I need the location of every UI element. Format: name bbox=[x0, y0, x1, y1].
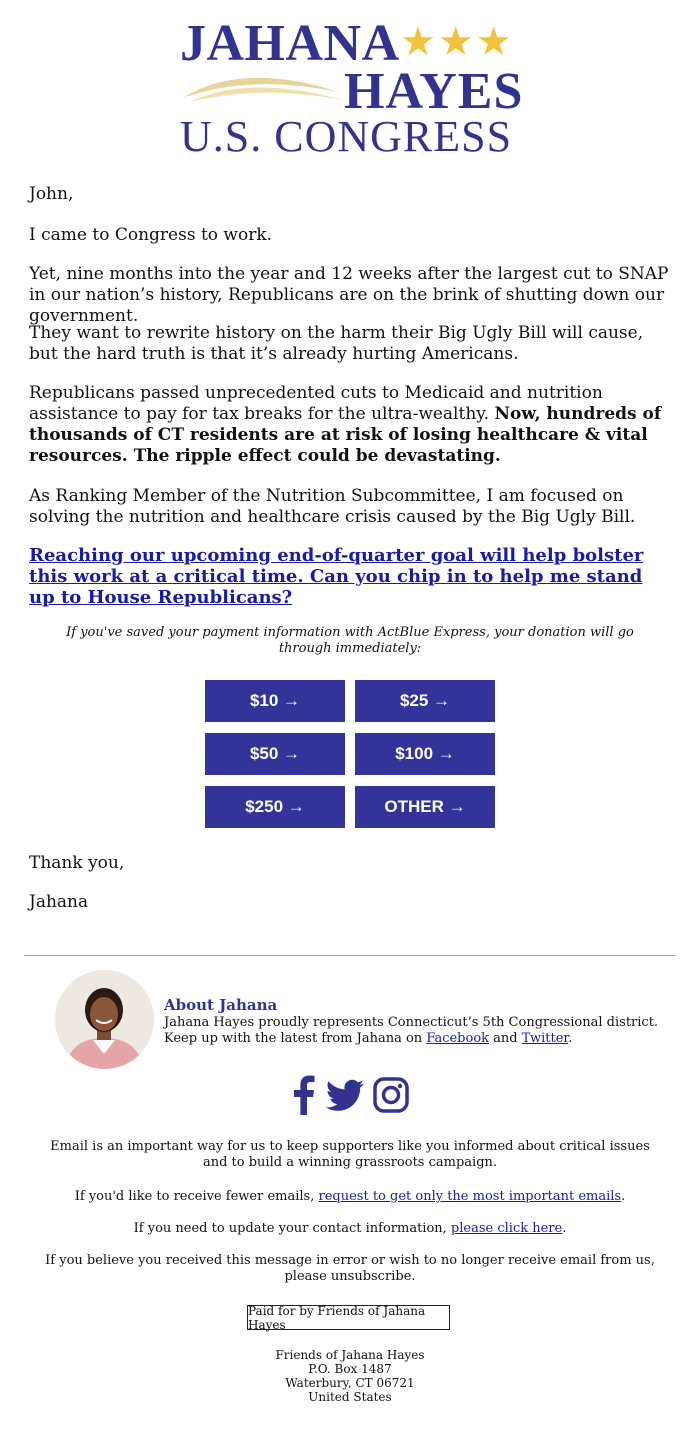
logo-first-name: JAHANA bbox=[180, 15, 400, 72]
address-line-2: P.O. Box 1487 bbox=[308, 1362, 392, 1376]
donate-50-button[interactable]: $50 → bbox=[205, 733, 345, 775]
donate-other-button[interactable]: OTHER → bbox=[355, 786, 495, 828]
update-contact-link[interactable]: please click here bbox=[450, 1221, 563, 1236]
about-line-1: Jahana Hayes proudly represents Connecticut’s 5th Congressional district. bbox=[164, 1015, 659, 1030]
about-text bbox=[164, 1015, 664, 1047]
fewer-emails-link[interactable]: request to get only the most important emails bbox=[318, 1189, 622, 1204]
avatar bbox=[55, 970, 154, 1069]
address-line-4: United States bbox=[308, 1390, 392, 1404]
paragraph-5: As Ranking Member of the Nutrition Subcommittee, I am focused on solving the nutrition and healthcare crisis caused by the Big Ugly Bill. bbox=[29, 486, 636, 527]
fewer-emails-text bbox=[40, 1189, 660, 1205]
paragraph-4-text: Republicans passed unprecedented cuts to Medicaid and nutrition assistance to pay for tax breaks for the ultra-wealthy. bbox=[29, 383, 603, 424]
about-period: . bbox=[568, 1031, 573, 1046]
paragraph-3: They want to rewrite history on the harm their Big Ugly Bill will cause, but the hard truth is that it’s already hurting Americans. bbox=[29, 323, 644, 364]
twitter-link[interactable]: Twitter bbox=[521, 1031, 569, 1046]
paragraph-2: Yet, nine months into the year and 12 weeks after the largest cut to SNAP in our nation’s history, Republicans are on the brink of shutting down our government. bbox=[29, 264, 669, 326]
paragraph-4 bbox=[29, 383, 674, 467]
donate-100-button[interactable]: $100 → bbox=[355, 733, 495, 775]
facebook-icon[interactable] bbox=[293, 1075, 315, 1115]
twitter-icon[interactable] bbox=[325, 1075, 365, 1115]
facebook-link[interactable]: Facebook bbox=[426, 1031, 490, 1046]
paragraph-4-bold: Now, hundreds of thousands of CT residents are at risk of losing healthcare & vital resources. The ripple effect could be devastating. bbox=[29, 404, 662, 466]
address-line-1: Friends of Jahana Hayes bbox=[275, 1348, 425, 1362]
logo-stars: ★★★ bbox=[400, 19, 514, 65]
update-contact-text bbox=[40, 1221, 660, 1237]
donate-250-button[interactable]: $250 → bbox=[205, 786, 345, 828]
divider bbox=[24, 955, 676, 956]
address-line-3: Waterbury, CT 06721 bbox=[285, 1376, 415, 1390]
about-and: and bbox=[489, 1031, 522, 1046]
update-contact-pre: If you need to update your contact information, bbox=[133, 1221, 451, 1236]
about-title: About Jahana bbox=[164, 996, 278, 1014]
donate-cta-link[interactable]: Reaching our upcoming end-of-quarter goal will help bolster this work at a critical time. Can you chip in to help me stand up to House Republicans? bbox=[29, 545, 644, 608]
greeting: John, bbox=[29, 184, 74, 204]
fewer-emails-pre: If you'd like to receive fewer emails, bbox=[74, 1189, 319, 1204]
logo-last-name: HAYES bbox=[344, 63, 524, 120]
fewer-emails-post: . bbox=[621, 1189, 626, 1204]
swoosh-graphic bbox=[178, 70, 348, 110]
donate-10-button[interactable]: $10 → bbox=[205, 680, 345, 722]
donate-25-button[interactable]: $25 → bbox=[355, 680, 495, 722]
campaign-logo bbox=[178, 10, 528, 161]
about-line-2: Keep up with the latest from Jahana on bbox=[164, 1031, 427, 1046]
unsubscribe-text[interactable]: If you believe you received this message in error or wish to no longer receive email from us, please unsubscribe. bbox=[45, 1253, 655, 1284]
update-contact-post: . bbox=[562, 1221, 567, 1236]
signature: Jahana bbox=[29, 892, 89, 912]
actblue-express-note: If you've saved your payment information with ActBlue Express, your donation will go through immediately: bbox=[66, 625, 634, 656]
email-note: Email is an important way for us to keep supporters like you informed about critical issues and to build a winning grassroots campaign. bbox=[50, 1139, 650, 1170]
signoff: Thank you, bbox=[29, 853, 125, 873]
paragraph-1: I came to Congress to work. bbox=[29, 225, 273, 245]
instagram-icon[interactable] bbox=[372, 1075, 410, 1115]
paid-for-disclaimer: Paid for by Friends of Jahana Hayes bbox=[247, 1305, 450, 1330]
logo-office: U.S. CONGRESS bbox=[180, 112, 513, 161]
